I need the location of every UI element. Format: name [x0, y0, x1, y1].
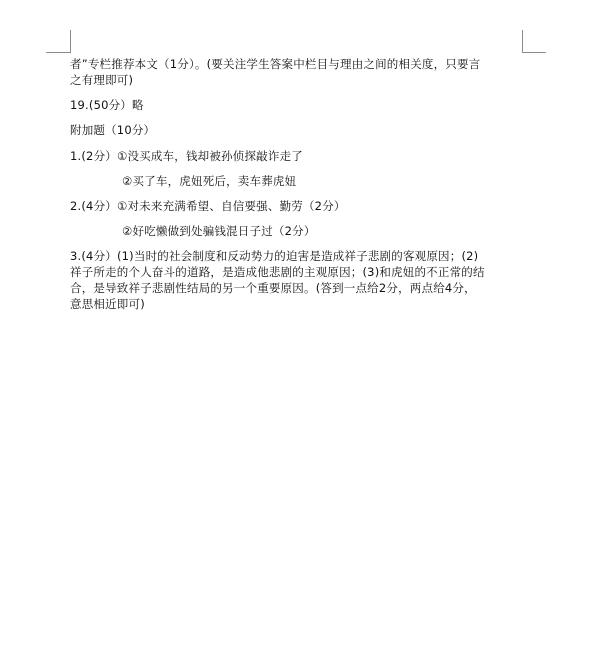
crop-mark-top-right-vertical: [522, 30, 523, 53]
crop-mark-top-left-horizontal: [46, 52, 70, 53]
question-2-answer-2: ②好吃懒做到处骗钱混日子过（2分）: [122, 224, 316, 238]
text-line-2: 之有理即可): [70, 73, 134, 87]
question-1-answer-2: ②买了车，虎妞死后，卖车葬虎妞: [122, 174, 297, 188]
question-3-line-4: 意思相近即可): [70, 297, 145, 311]
question-3-line-2: 祥子所走的个人奋斗的道路，是造成他悲剧的主观原因；(3)和虎妞的不正常的结: [70, 265, 485, 279]
crop-mark-top-right-horizontal: [522, 52, 546, 53]
text-line-1: 者”专栏推荐本文（1分）。(要关注学生答案中栏目与理由之间的相关度，只要言: [70, 57, 481, 71]
bonus-heading: 附加题（10分）: [70, 123, 156, 137]
question-1-answer-1: 1.(2分）①没买成车，钱却被孙侦探敲诈走了: [70, 149, 303, 163]
question-3-line-1: 3.(4分）(1)当时的社会制度和反动势力的迫害是造成祥子悲剧的客观原因；(2): [70, 249, 479, 263]
question-19-line: 19.(50分）略: [70, 98, 144, 112]
question-2-answer-1: 2.(4分）①对未来充满希望、自信要强、勤劳（2分）: [70, 199, 346, 213]
question-3-line-3: 合，是导致祥子悲剧性结局的另一个重要原因。(答到一点给2分，两点给4分，: [70, 281, 476, 295]
crop-mark-top-left-vertical: [70, 30, 71, 53]
